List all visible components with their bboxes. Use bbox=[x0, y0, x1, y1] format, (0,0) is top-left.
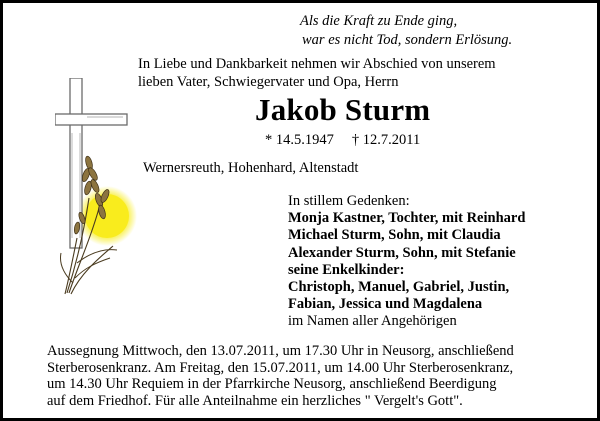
birth-date: * 14.5.1947 bbox=[265, 132, 334, 148]
places-line: Wernersreuth, Hohenhard, Altenstadt bbox=[143, 160, 359, 176]
service-line: um 14.30 Uhr Requiem in der Pfarrkirche Neusorg, anschließend Beerdigung bbox=[47, 376, 497, 393]
quote-block bbox=[300, 12, 512, 50]
family-block bbox=[288, 193, 525, 331]
quote-line: Als die Kraft zu Ende ging, bbox=[300, 13, 458, 29]
service-line: auf dem Friedhof. Für alle Anteilnahme ein herzliches " Vergelt's Gott". bbox=[47, 393, 463, 410]
family-heading: In stillem Gedenken: bbox=[288, 193, 410, 209]
cross-wheat-illustration bbox=[55, 78, 145, 300]
deceased-name: Jakob Sturm bbox=[255, 92, 431, 127]
intro-line: lieben Vater, Schwiegervater und Opa, Herrn bbox=[138, 74, 399, 90]
family-member: Christoph, Manuel, Gabriel, Justin, bbox=[288, 279, 510, 296]
service-line: Sterberosenkranz. Am Freitag, den 15.07.2011, um 14.00 Uhr Sterberosenkranz, bbox=[47, 359, 514, 376]
life-dates bbox=[265, 132, 420, 149]
service-info bbox=[47, 343, 514, 410]
intro-text bbox=[138, 55, 496, 91]
family-closing: im Namen aller Angehörigen bbox=[288, 313, 457, 330]
intro-line: In Liebe und Dankbarkeit nehmen wir Abschied von unserem bbox=[138, 56, 496, 72]
family-member: seine Enkelkinder: bbox=[288, 261, 405, 278]
death-date: † 12.7.2011 bbox=[351, 132, 421, 148]
family-member: Fabian, Jessica und Magdalena bbox=[288, 296, 483, 313]
family-member: Michael Sturm, Sohn, mit Claudia bbox=[288, 227, 501, 244]
family-member: Alexander Sturm, Sohn, mit Stefanie bbox=[288, 244, 516, 261]
family-member: Monja Kastner, Tochter, mit Reinhard bbox=[288, 210, 526, 227]
quote-line: war es nicht Tod, sondern Erlösung. bbox=[302, 32, 513, 48]
service-line: Aussegnung Mittwoch, den 13.07.2011, um 17.30 Uhr in Neusorg, anschließend bbox=[47, 343, 514, 359]
